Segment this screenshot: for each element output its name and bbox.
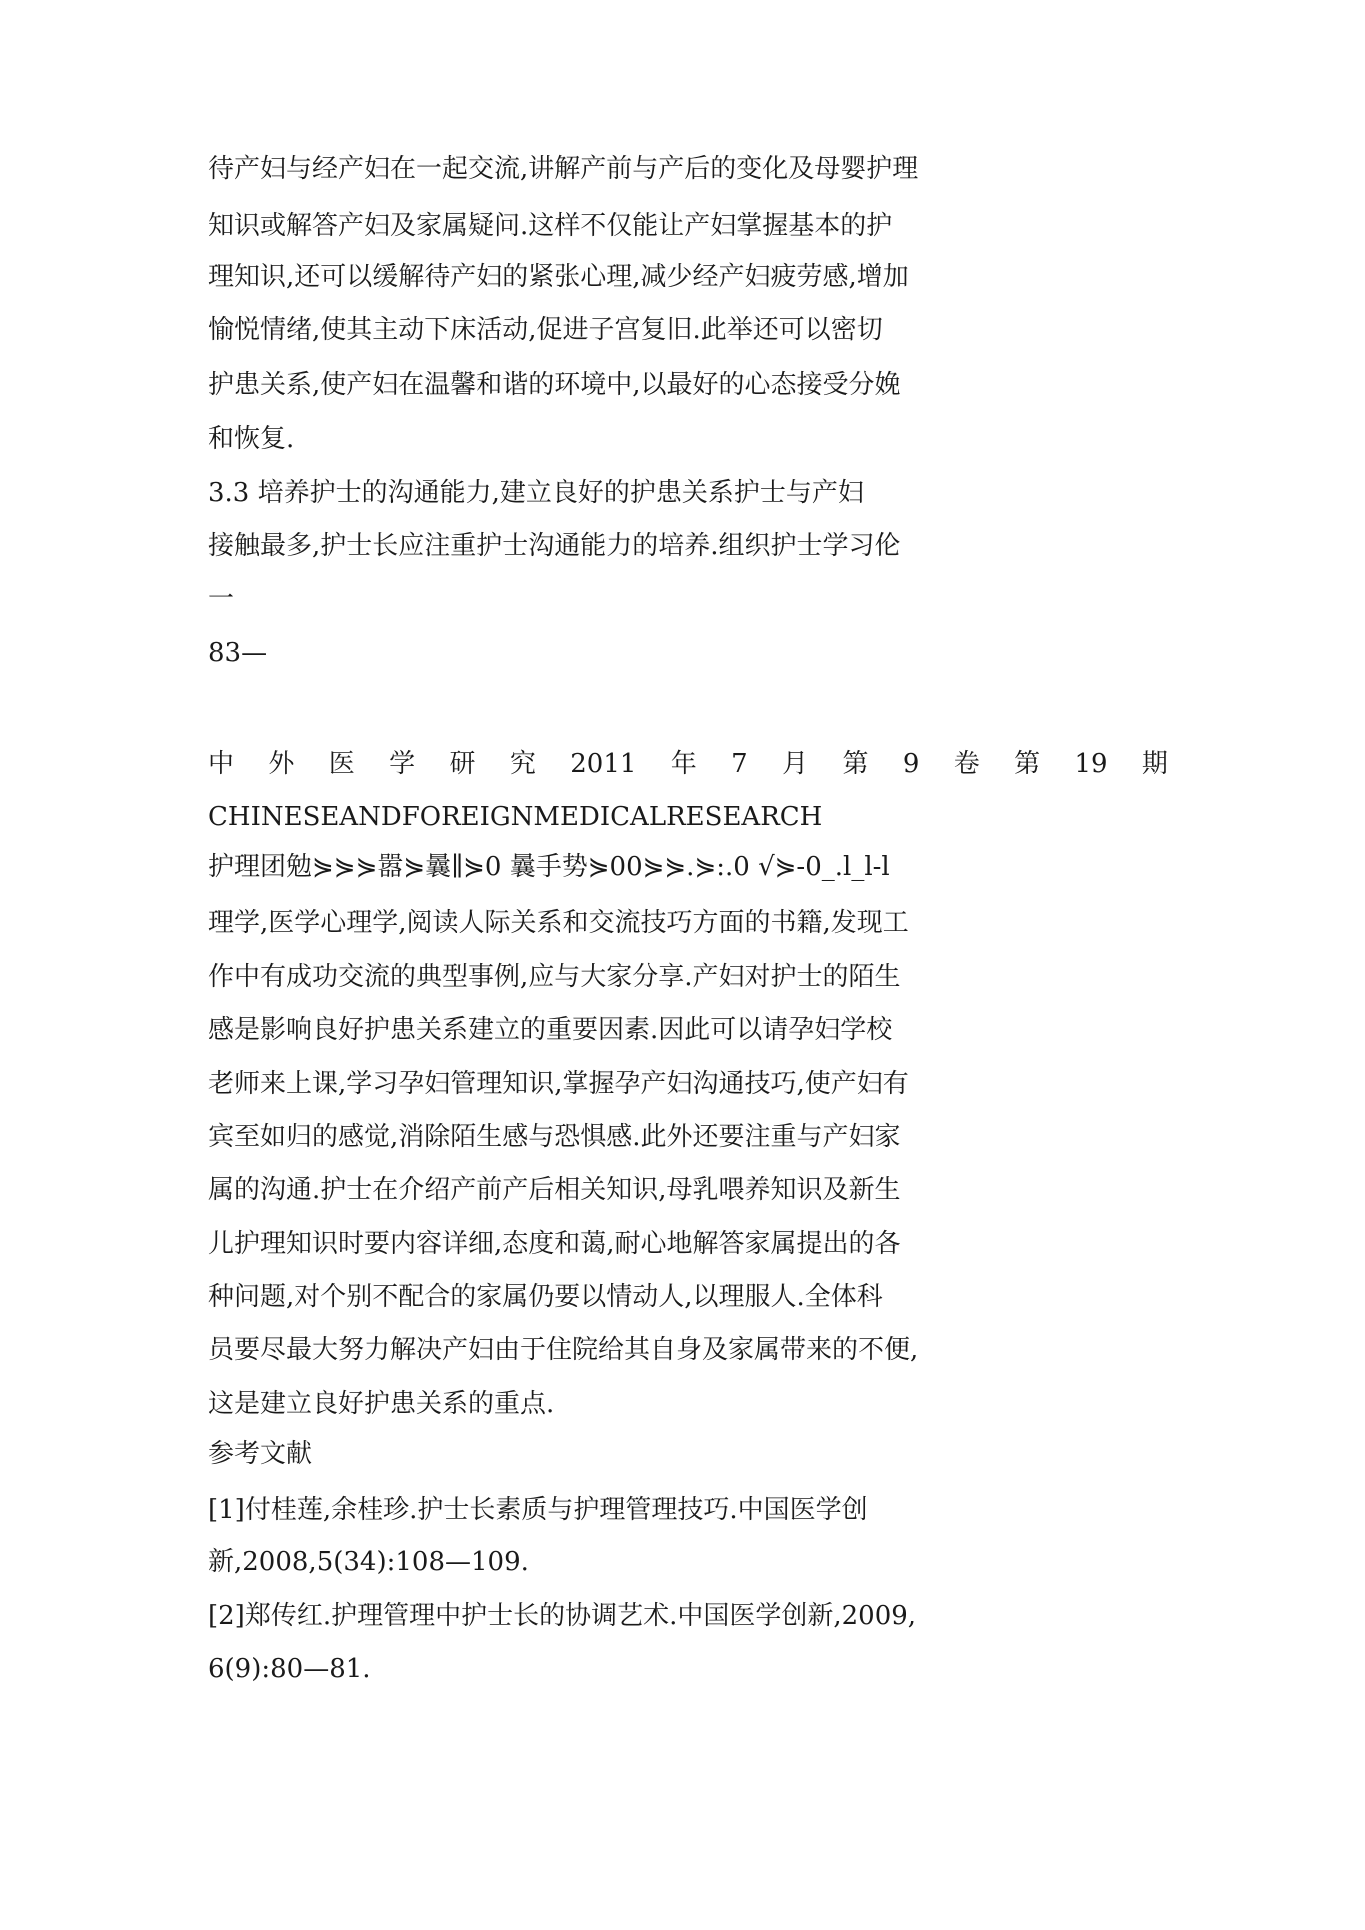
journal-header-token: 月 (782, 749, 809, 779)
journal-header-token: 第 (842, 749, 869, 779)
text-line: 待产妇与经产妇在一起交流,讲解产前与产后的变化及母婴护理 (208, 154, 919, 184)
text-line: 理学,医学心理学,阅读人际关系和交流技巧方面的书籍,发现工 (208, 908, 909, 938)
journal-header-token: 研 (449, 749, 476, 779)
text-line: 这是建立良好护患关系的重点. (208, 1389, 555, 1419)
text-line: 老师来上课,学习孕妇管理知识,掌握孕产妇沟通技巧,使产妇有 (208, 1069, 909, 1099)
text-line: 作中有成功交流的典型事例,应与大家分享.产妇对护士的陌生 (208, 962, 901, 992)
garbled-text-line: 护理团勉⋟⋟⋟嚣⋟曩∥⋟0 曩手势⋟00⋟⋟.⋟:.0 √⋟-0_.l_l-l (208, 852, 890, 882)
journal-header-token: 期 (1141, 749, 1168, 779)
text-line: 儿护理知识时要内容详细,态度和蔼,耐心地解答家属提出的各 (208, 1229, 901, 1259)
journal-header-token: 2011 (570, 749, 637, 779)
journal-header-token: 卷 (953, 749, 980, 779)
text-line: 感是影响良好护患关系建立的重要因素.因此可以请孕妇学校 (208, 1015, 893, 1045)
journal-header-token: 究 (509, 749, 536, 779)
journal-header-token: 年 (670, 749, 697, 779)
text-line: 护患关系,使产妇在温馨和谐的环境中,以最好的心态接受分娩 (208, 370, 901, 400)
journal-header-token: 外 (268, 749, 295, 779)
page-number: 83— (208, 638, 268, 668)
text-line: 员要尽最大努力解决产妇由于住院给其自身及家属带来的不便, (208, 1335, 919, 1365)
journal-header-token: 医 (328, 749, 355, 779)
reference-item: [1]付桂莲,余桂珍.护士长素质与护理管理技巧.中国医学创 (208, 1495, 868, 1525)
reference-item: [2]郑传红.护理管理中护士长的协调艺术.中国医学创新,2009, (208, 1601, 917, 1631)
text-line: 宾至如归的感觉,消除陌生感与恐惧感.此外还要注重与产妇家 (208, 1122, 901, 1152)
text-line: 接触最多,护士长应注重护士沟通能力的培养.组织护士学习伦 (208, 531, 901, 561)
text-line: 种问题,对个别不配合的家属仍要以情动人,以理服人.全体科 (208, 1282, 883, 1312)
section-heading: 3.3 培养护士的沟通能力,建立良好的护患关系护士与产妇 (208, 478, 864, 508)
journal-header-token: 第 (1014, 749, 1041, 779)
text-line: 愉悦情绪,使其主动下床活动,促进子宫复旧.此举还可以密切 (208, 315, 883, 345)
journal-header-token: 中 (208, 749, 235, 779)
reference-item-continued: 新,2008,5(34):108—109. (208, 1547, 529, 1577)
journal-header-token: 19 (1074, 749, 1108, 779)
text-line: 和恢复. (208, 424, 295, 454)
text-line: 知识或解答产妇及家属疑问.这样不仅能让产妇掌握基本的护 (208, 211, 893, 241)
journal-header-token: 7 (731, 749, 748, 779)
text-line: 理知识,还可以缓解待产妇的紧张心理,减少经产妇疲劳感,增加 (208, 262, 909, 292)
journal-header (208, 747, 1168, 781)
text-line: 属的沟通.护士在介绍产前产后相关知识,母乳喂养知识及新生 (208, 1175, 901, 1205)
page-number-dash: 一 (208, 584, 235, 614)
reference-item-continued: 6(9):80—81. (208, 1654, 371, 1684)
journal-header-token: 9 (902, 749, 920, 779)
journal-english-title: CHINESEANDFOREIGNMEDICALRESEARCH (208, 802, 823, 832)
journal-header-token: 学 (389, 749, 416, 779)
references-heading: 参考文献 (208, 1439, 313, 1469)
